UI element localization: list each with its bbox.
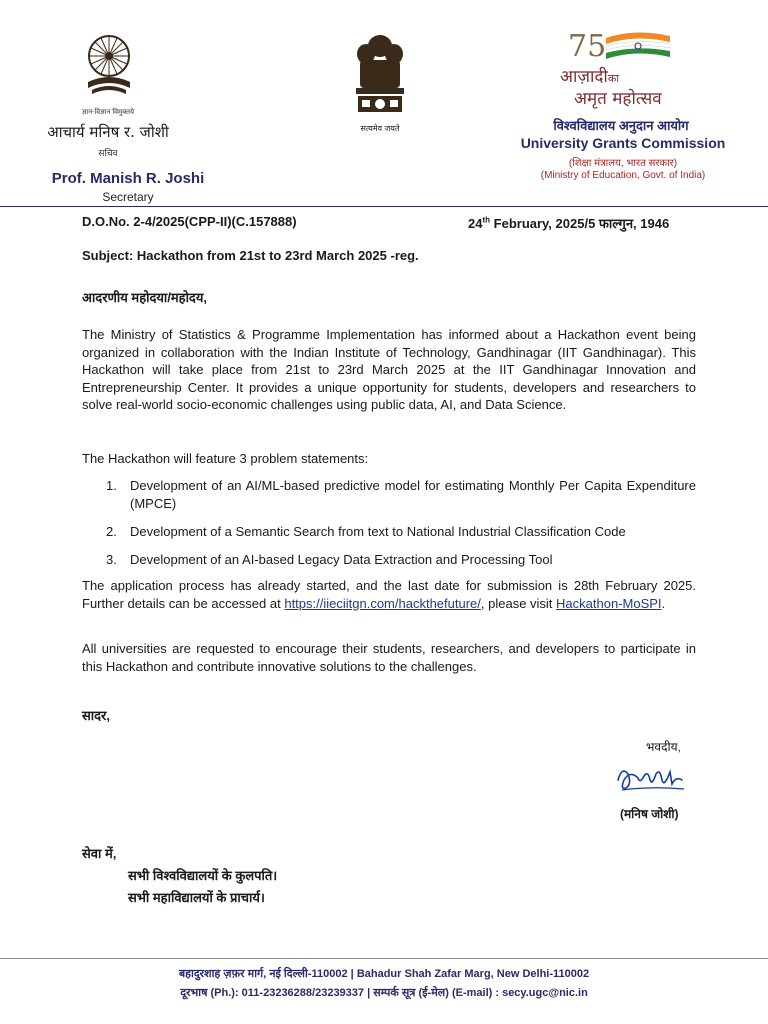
- reference-number: D.O.No. 2-4/2025(CPP-II)(C.157888): [82, 214, 297, 229]
- ministry-english: (Ministry of Education, Govt. of India): [540, 170, 706, 181]
- secretary-title: Secretary: [102, 190, 154, 204]
- secretary-name: Prof. Manish R. Joshi: [51, 170, 205, 187]
- emblem-motto: सत्यमेव जयते: [360, 124, 400, 133]
- signatory-name: (मनिष जोशी): [620, 807, 679, 821]
- salutation: आदरणीय महोदया/महोदय,: [82, 290, 207, 305]
- date-rest: February, 2025/5 फाल्गुन, 1946: [490, 216, 670, 231]
- problem-number: 2.: [106, 524, 117, 539]
- closing: सादर,: [82, 708, 110, 723]
- date-day: 24: [468, 216, 483, 231]
- ugc-name-english: University Grants Commission: [520, 135, 726, 151]
- problem-item: [106, 477, 696, 512]
- paragraph-application: [82, 577, 696, 612]
- problem-number: 3.: [106, 552, 117, 567]
- paragraph-request: All universities are requested to encourage their students, researchers, and developers to participate in this Hackathon and contribute innovative solutions to the challenges.: [82, 641, 696, 674]
- subject-line: Subject: Hackathon from 21st to 23rd March 2025 -reg.: [82, 248, 419, 263]
- problem-text: Development of a Semantic Search from text to National Industrial Classification Code: [130, 524, 626, 539]
- recipient-vice-chancellors: सभी विश्वविद्यालयों के कुलपति।: [128, 868, 278, 883]
- problem-text: Development of an AI/ML-based predictive model for estimating Monthly Per Capita Expenditure (MPCE): [130, 478, 696, 511]
- amrit-azadi: आज़ादी: [560, 67, 608, 87]
- application-text: The application process has already started, and the last date for submission is 28th February 2025. Further details can be accessed at: [82, 578, 696, 611]
- problem-item: [106, 523, 696, 541]
- ugc-chakra-logo: [84, 32, 134, 102]
- ugc-motto: ज्ञान-विज्ञान विमुक्तये: [81, 109, 135, 116]
- application-text-2: , please visit: [480, 595, 557, 611]
- footer-contact: दूरभाष (Ph.): 011-23236288/23239337 | सम्पर्क सूत्र (ई-मेल) (E-mail) : secy.ugc@nic.in: [180, 987, 588, 999]
- letter-date: [468, 214, 669, 232]
- amrit-ka: का: [607, 72, 620, 85]
- addressee-label: सेवा में,: [82, 846, 117, 861]
- problem-number: 1.: [106, 478, 117, 493]
- paragraph-problems-intro: The Hackathon will feature 3 problem statements:: [82, 451, 369, 466]
- yours-faithfully: भवदीय,: [646, 740, 681, 754]
- ministry-hindi: (शिक्षा मंत्रालय, भारत सरकार): [568, 158, 678, 169]
- footer-divider: [0, 958, 768, 959]
- amrit-mahotsav-line2: अमृत महोत्सव: [574, 89, 662, 109]
- hackathon-website-link[interactable]: https://iieciitgn.com/hackthefuture/: [284, 595, 481, 611]
- mospi-link[interactable]: Hackathon-MoSPI: [556, 595, 662, 611]
- azadi-amrit-mahotsav-logo: [566, 26, 676, 66]
- secretary-title-hindi: सचिव: [98, 148, 118, 158]
- header-divider: [0, 206, 768, 207]
- footer-address: बहादुरशाह ज़फ़र मार्ग, नई दिल्ली-110002 | Bahadur Shah Zafar Marg, New Delhi-110002: [178, 968, 590, 980]
- recipient-principals: सभी महाविद्यालयों के प्राचार्य।: [128, 890, 265, 905]
- paragraph-intro: The Ministry of Statistics & Programme Implementation has informed about a Hackathon event being organized in collaboration with the Indian Institute of Technology, Gandhinagar (IIT Gandhinagar). This Hackathon will take place from 21st to 23rd March 2025 at the IIT Gandhinagar Innovation and Entrepreneurship Center. It provides a unique opportunity for students, developers and researchers to solve real-world socio-economic challenges using public data, AI, and Data Science.: [82, 327, 696, 412]
- logo-number: 75: [568, 29, 607, 64]
- problem-text: Development of an AI-based Legacy Data Extraction and Processing Tool: [130, 552, 553, 567]
- date-suffix: th: [482, 215, 491, 225]
- application-text-end: .: [661, 595, 666, 611]
- secretary-name-hindi: आचार्य मनिष र. जोशी: [47, 123, 169, 141]
- problem-item: [106, 551, 696, 569]
- national-emblem-icon: [348, 32, 412, 120]
- ugc-name-hindi: विश्वविद्यालय अनुदान आयोग: [553, 118, 689, 133]
- signature-image: [612, 760, 690, 796]
- amrit-mahotsav-line1: [560, 64, 619, 87]
